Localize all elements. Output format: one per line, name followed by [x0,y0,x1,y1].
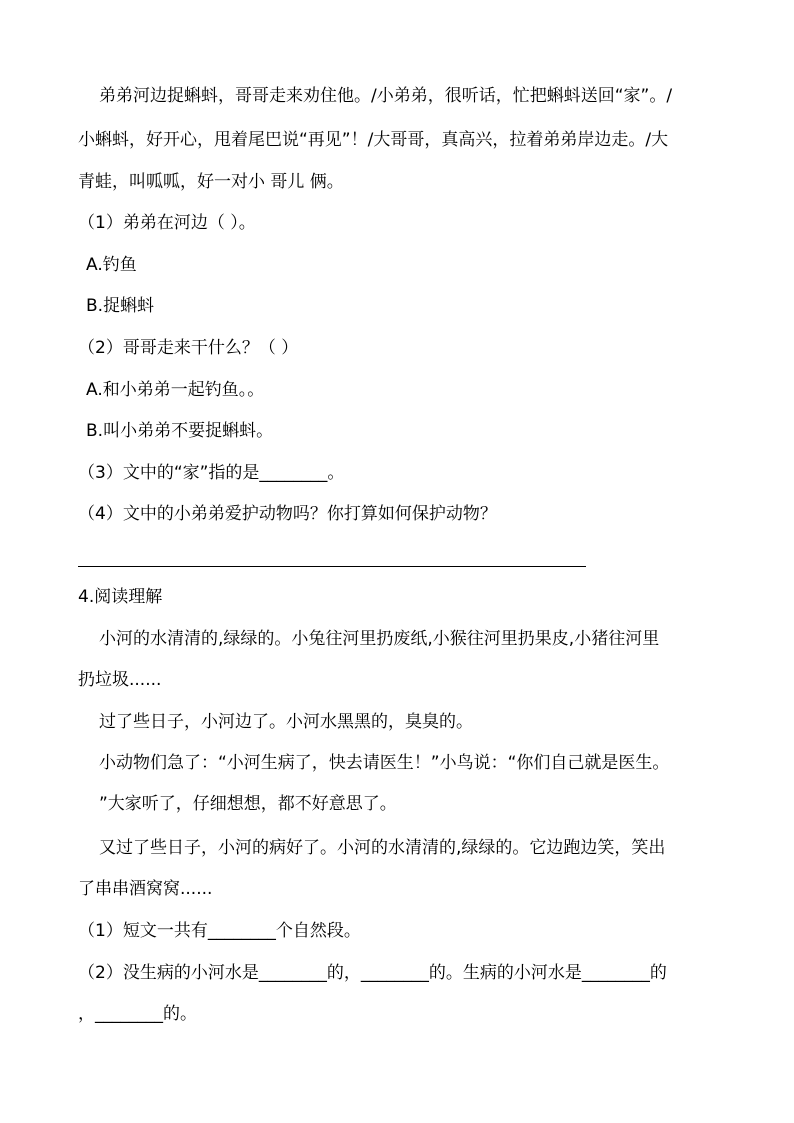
question-1: （1）弟弟在河边（ ）。 [78,213,256,233]
section-question-2-line-1: （2）没生病的小河水是________的，________的。生病的小河水是________的 [78,963,667,983]
section-question-2-line-2: ，________的。 [78,1004,197,1024]
question-2: （2）哥哥走来干什么？（ ） [78,338,299,358]
paragraph-4-line-1: 又过了些日子，小河的病好了。小河的水清清的,绿绿的。它边跑边笑，笑出 [99,838,666,858]
question-2-option-a: A.和小弟弟一起钓鱼。。 [86,380,265,400]
paragraph-1-line-2: 扔垃圾...... [78,670,162,690]
paragraph-4-line-2: 了串串酒窝窝...... [78,879,213,899]
paragraph-3-line-1: 小动物们急了：“小河生病了，快去请医生！”小鸟说：“你们自己就是医生。 [99,753,670,773]
question-1-option-b: B.捉蝌蚪 [86,296,155,316]
paragraph-3-line-2: ”大家听了，仔细想想，都不好意思了。 [99,794,397,814]
answer-line [78,566,586,567]
question-3: （3）文中的“家”指的是________。 [78,463,345,483]
paragraph-1-line-1: 小河的水清清的,绿绿的。小兔往河里扔废纸,小猴往河里扔果皮,小猪往河里 [99,629,660,649]
passage-line-1: 弟弟河边捉蝌蚪，哥哥走来劝住他。/小弟弟，很听话，忙把蝌蚪送回“家”。/ [99,86,673,106]
section-question-1: （1）短文一共有________个自然段。 [78,921,361,941]
question-4: （4）文中的小弟弟爱护动物吗？你打算如何保护动物？ [78,504,497,524]
paragraph-2: 过了些日子，小河边了。小河水黑黑的，臭臭的。 [99,712,473,732]
question-2-option-b: B.叫小弟弟不要捉蝌蚪。 [86,421,274,441]
section-title: 4.阅读理解 [78,587,163,607]
question-1-option-a: A.钓鱼 [86,255,137,275]
passage-line-2: 小蝌蚪，好开心，甩着尾巴说“再见”！/大哥哥，真高兴，拉着弟弟岸边走。/大 [78,130,669,150]
passage-line-3: 青蛙，叫呱呱，好一对小 哥儿 俩。 [78,172,344,192]
